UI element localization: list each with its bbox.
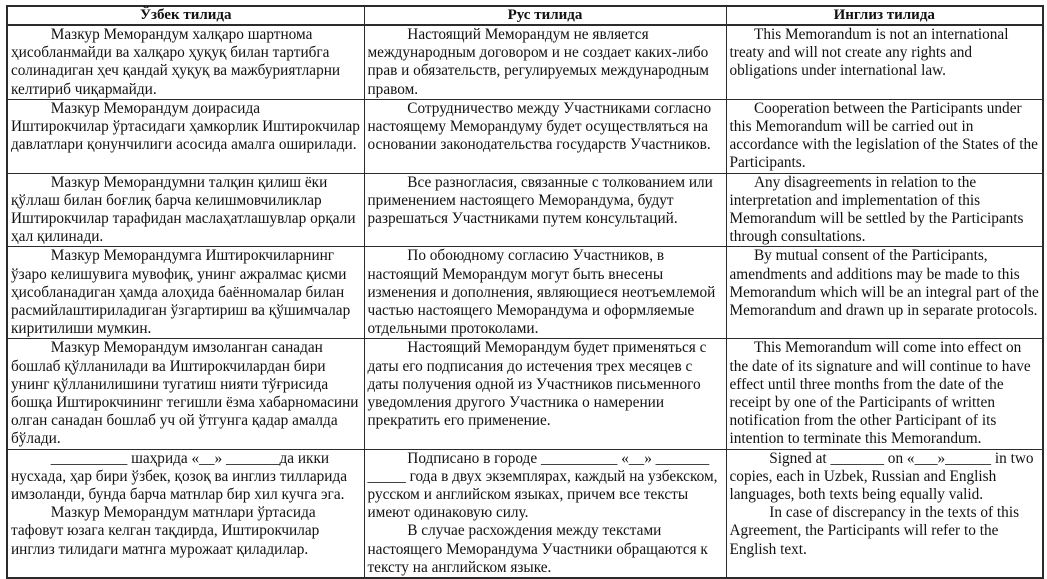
signing-paragraph: Signed at _______ on «___»______ in two copies, each in Uzbek, Russian and English languages, both texts being equally valid. <box>729 449 1034 504</box>
cell-english <box>726 173 1043 247</box>
cell-uzbek <box>7 247 364 339</box>
cell-uzbek <box>7 99 364 173</box>
paragraph: Сотрудничество между Участниками согласно настоящему Меморандуму будет осуществляться на основании законодательства государств Участников. <box>367 99 712 154</box>
table-row <box>7 99 1043 173</box>
paragraph: По обоюдному согласию Участников, в настоящий Меморандум могут быть внесены изменения и дополнения, являющиеся неотъемлемой частью настоящего Меморандума и оформляемые отдельными протоколами. <box>367 247 716 338</box>
header-row <box>7 6 1043 25</box>
cell-russian <box>364 339 726 449</box>
paragraph: Все разногласия, связанные с толкованием или применением настоящего Меморандума, будут разрешаться Участниками путем консультаций. <box>367 173 713 228</box>
header-english: Инглиз тилида <box>726 6 1043 25</box>
paragraph: Any disagreements in relation to the interpretation and implementation of this Memorandum will be settled by the Participants through consultations. <box>729 173 1024 246</box>
table-row <box>7 25 1043 99</box>
paragraph: Настоящий Меморандум не является международным договором и не создает каких-либо прав и обязательств, регулируемых международным правом. <box>367 26 709 98</box>
signing-paragraph: __________ шаҳрида «__» _______да икки нусхада, ҳар бири ўзбек, қозоқ ва инглиз тилларида имзоланди, бунда барча матнлар бир хил кучга эга. <box>11 449 348 504</box>
cell-english <box>726 25 1043 99</box>
trilingual-memorandum-table <box>6 5 1044 579</box>
cell-russian <box>364 449 726 578</box>
signing-paragraph: Подписано в городе __________ «__» _______ _____ года в двух экземплярах, каждый на узбекском, русском и английском языках, причем все тексты имеют одинаковую силу. <box>367 449 718 522</box>
cell-uzbek <box>7 339 364 449</box>
cell-english <box>726 339 1043 449</box>
cell-russian <box>364 173 726 247</box>
cell-russian <box>364 247 726 339</box>
table-row <box>7 339 1043 449</box>
paragraph: By mutual consent of the Participants, amendments and additions may be made to this Memorandum which will be an integral part of the Memorandum and drawn up in separate protocols. <box>729 247 1039 320</box>
paragraph: Мазкур Меморандум имзоланган санадан бошлаб қўлланилади ва Иштирокчилардан бири унинг қўлланилишини тугатиш нияти тўғрисида бошқа Иштирокчининг тегишли ёзма хабарномасини олган санадан бошлаб уч ой ўтгунга қадар амалда бўлади. <box>11 339 359 448</box>
discrepancy-paragraph: В случае расхождения между текстами настоящего Меморандума Участники обращаются к тексту на английском языке. <box>367 522 708 576</box>
table-row <box>7 173 1043 247</box>
paragraph: This Memorandum is not an international treaty and will not create any rights and obligations under international law. <box>729 26 1009 80</box>
cell-english <box>726 449 1043 578</box>
paragraph: Настоящий Меморандум будет применяться с даты его подписания до истечения трех месяцев с даты получения одной из Участников письменного уведомления другого Участника о намерении прекратить его применение. <box>367 339 707 430</box>
discrepancy-paragraph: Мазкур Меморандум матнлари ўртасида тафовут юзага келган тақдирда, Иштирокчилар инглиз тилидаги матнга мурожаат қиладилар. <box>11 504 320 558</box>
cell-russian <box>364 25 726 99</box>
paragraph: Мазкур Меморандумни талқин қилиш ёки қўллаш билан боғлиқ барча келишмовчиликлар Иштирокчилар тарафидан маслаҳатлашувлар орқали ҳал қилинади. <box>11 173 356 246</box>
header-russian: Рус тилида <box>364 6 726 25</box>
header-uzbek: Ўзбек тилида <box>7 6 364 25</box>
paragraph: Мазкур Меморандум халқаро шартнома ҳисобланмайди ва халқаро ҳуқуқ билан тартибга солинадиган ҳеч қандай ҳуқуқ ва мажбуриятларни келтириб чиқармайди. <box>11 26 341 98</box>
cell-english <box>726 99 1043 173</box>
paragraph: Мазкур Меморандум доирасида Иштирокчилар ўртасидаги ҳамкорлик Иштирокчилар давлатлари қонунчилиги асосида амалга оширилади. <box>11 99 360 154</box>
discrepancy-paragraph: In case of discrepancy in the texts of this Agreement, the Participants will refer to the English text. <box>729 504 1020 558</box>
table-row-signature <box>7 449 1043 578</box>
paragraph: Мазкур Меморандумга Иштирокчиларнинг ўзаро келишувига мувофиқ, унинг ажралмас қисми ҳисобланадиган ҳамда алоҳида баённомалар билан расмийлаштириладиган ўзгартириш ва қўшимчалар киритилиши мумкин. <box>11 247 351 338</box>
cell-russian <box>364 99 726 173</box>
paragraph: Cooperation between the Participants under this Memorandum will be carried out in accordance with the legislation of the States of the Participants. <box>729 99 1038 172</box>
cell-english <box>726 247 1043 339</box>
table-row <box>7 247 1043 339</box>
cell-uzbek <box>7 449 364 578</box>
paragraph: This Memorandum will come into effect on the date of its signature and will continue to have effect until three months from the date of the receipt by one of the Participants of written notification from the other Participant of its intention to terminate this Memorandum. <box>729 339 1031 448</box>
cell-uzbek <box>7 173 364 247</box>
cell-uzbek <box>7 25 364 99</box>
